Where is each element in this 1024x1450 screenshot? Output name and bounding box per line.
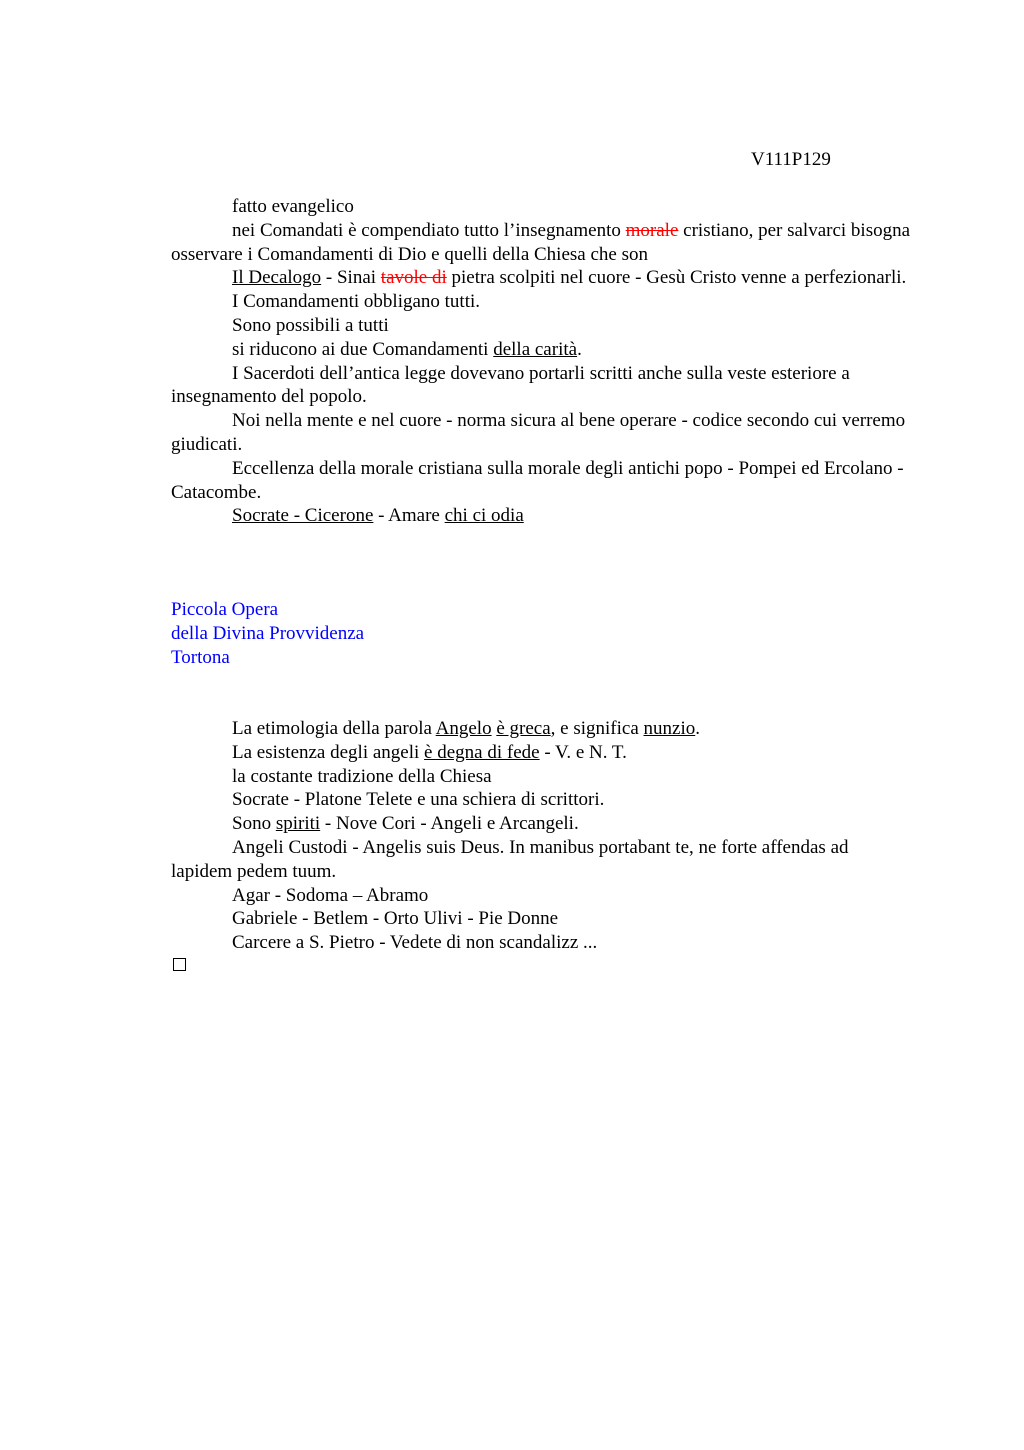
- deleted-word: tavole di: [380, 267, 447, 289]
- text-line: la costante tradizione della Chiesa: [232, 765, 492, 787]
- underlined-text: spiriti: [275, 813, 321, 835]
- empty-checkbox-glyph: [173, 958, 186, 971]
- notes-section-commandments: [171, 195, 911, 528]
- underlined-text: Socrate - Cicerone: [232, 505, 374, 527]
- text-line: Il Decalogo - Sinai tavole di pietra scolpiti nel cuore - Gesù Cristo venne a perfezionarli.: [232, 267, 907, 289]
- text-line: Eccellenza della morale cristiana sulla morale degli antichi popo - Pompei ed Ercolano - Catacombe.: [171, 457, 904, 503]
- text-line: Socrate - Cicerone - Amare chi ci odia: [232, 505, 524, 527]
- underlined-text: è greca: [496, 718, 551, 739]
- text-line: Noi nella mente e nel cuore - norma sicura al bene operare - codice secondo cui verremo giudicati.: [171, 410, 906, 455]
- text-line: Sono possibili a tutti: [232, 314, 389, 336]
- notes-section-angels: [171, 717, 911, 955]
- text-line: si riducono ai due Comandamenti della carità.: [232, 338, 582, 360]
- underlined-text: chi ci odia: [444, 505, 524, 527]
- underlined-text: Angelo: [435, 718, 492, 739]
- underlined-text: della carità: [493, 338, 578, 360]
- text-line: Carcere a S. Pietro - Vedete di non scandalizz ...: [232, 932, 598, 954]
- text-line: fatto evangelico: [232, 196, 354, 217]
- text-line: Agar - Sodoma – Abramo: [232, 884, 429, 906]
- underlined-text: Il Decalogo: [232, 267, 322, 289]
- text-line: Angeli Custodi - Angelis suis Deus. In manibus portabant te, ne forte affendas ad lapidem pedem tuum.: [171, 836, 849, 882]
- deleted-word: morale: [625, 219, 679, 241]
- institution-stamp: [171, 598, 911, 670]
- text-line: Sono spiriti - Nove Cori - Angeli e Arcangeli.: [232, 813, 579, 835]
- text-line: La etimologia della parola Angelo è greca, e significa nunzio.: [232, 718, 700, 739]
- text-line: I Sacerdoti dell’antica legge dovevano portarli scritti anche sulla veste esteriore a insegnamento del popolo.: [171, 362, 850, 408]
- underlined-text: è degna di fede: [424, 741, 540, 763]
- stamp-line: Piccola Opera: [171, 599, 279, 620]
- stamp-line: Tortona: [171, 647, 230, 668]
- text-line: I Comandamenti obbligano tutti.: [232, 291, 481, 313]
- stamp-line: della Divina Provvidenza: [171, 623, 365, 644]
- text-line: La esistenza degli angeli è degna di fede - V. e N. T.: [232, 741, 627, 763]
- page-id: V111P129: [751, 149, 831, 170]
- text-line: Gabriele - Betlem - Orto Ulivi - Pie Donne: [232, 908, 559, 930]
- text-line: Socrate - Platone Telete e una schiera di scrittori.: [232, 789, 605, 811]
- underlined-text: nunzio: [643, 718, 696, 739]
- text-line: nei Comandati è compendiato tutto l’insegnamento morale cristiano, per salvarci bisogna osservare i Comandamenti di Dio e quelli della Chiesa che son: [171, 219, 911, 265]
